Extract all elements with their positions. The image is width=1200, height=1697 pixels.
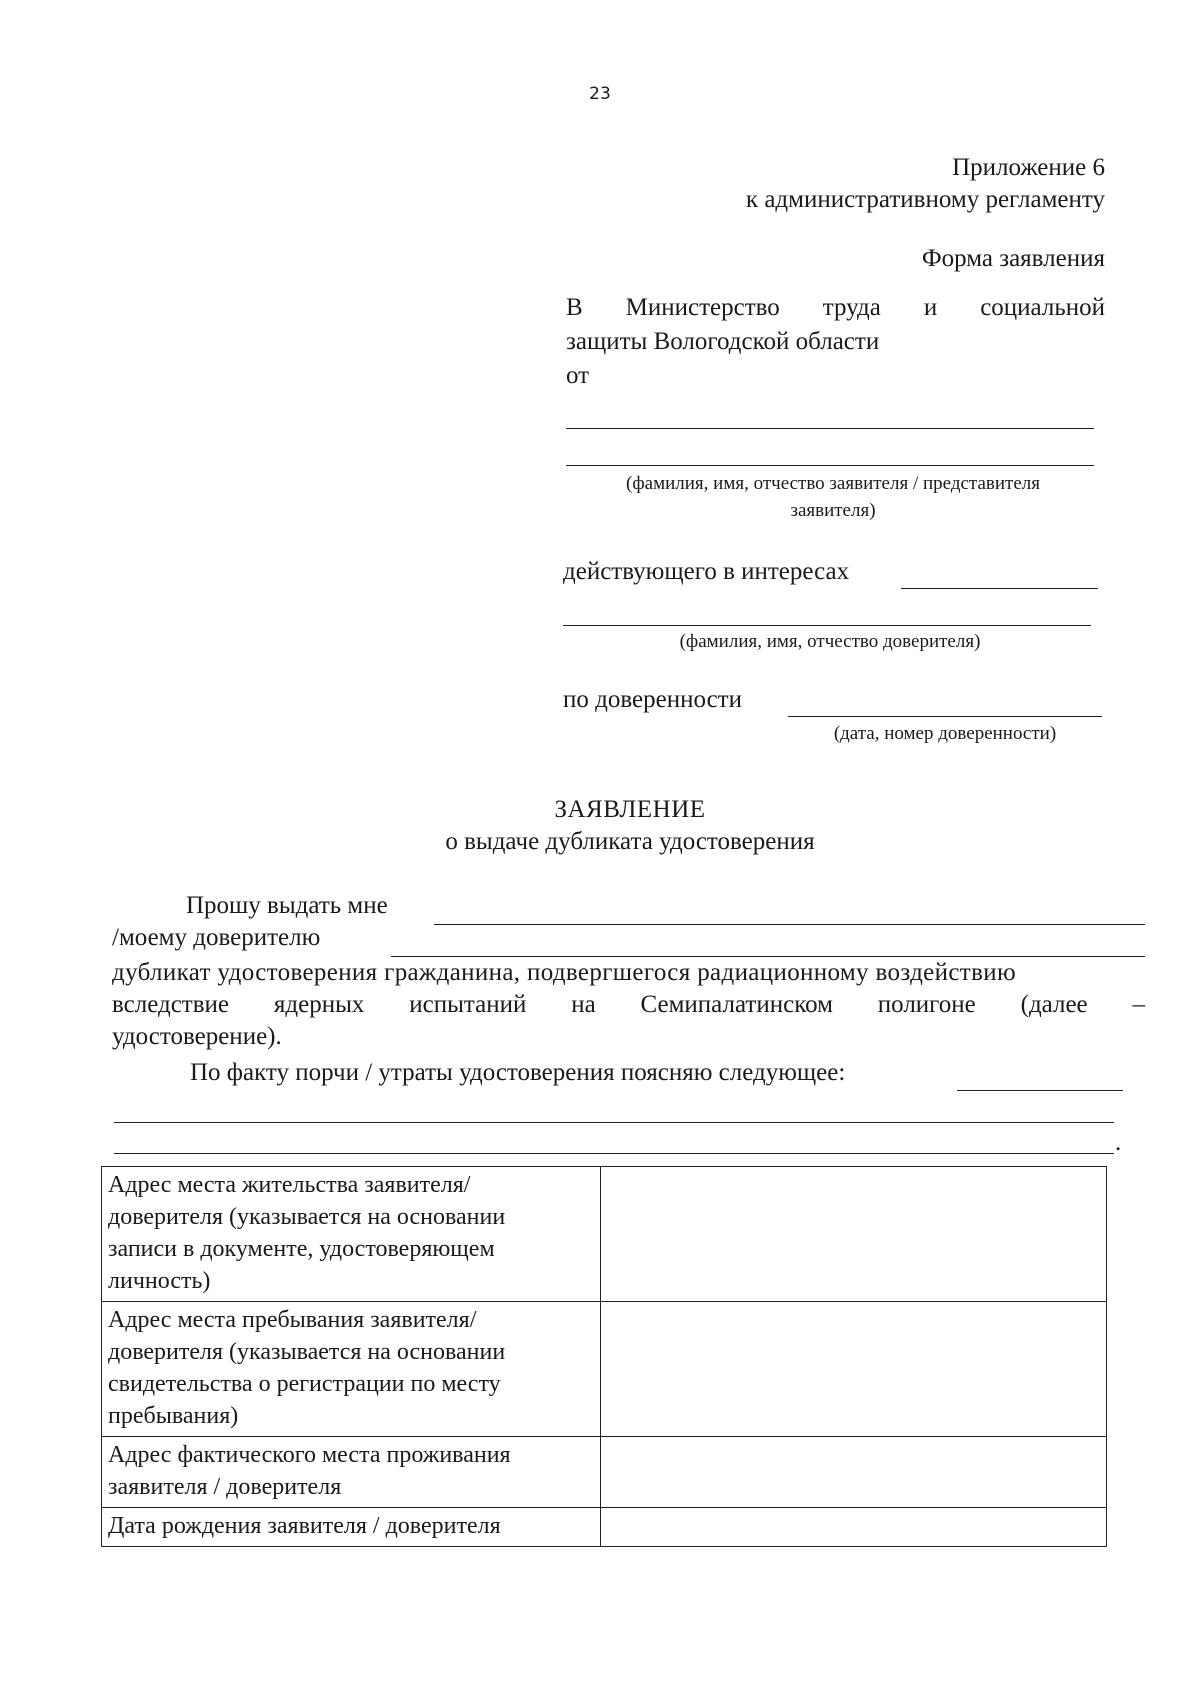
label-line: личность) <box>108 1268 211 1294</box>
addressee-line-2: защиты Вологодской области <box>566 328 880 355</box>
table-row <box>102 1302 1107 1437</box>
request-label: Прошу выдать мне <box>186 892 388 919</box>
birth-date-label <box>102 1508 601 1547</box>
body-word: на <box>571 991 596 1018</box>
page-number: 23 <box>589 84 611 104</box>
label-line: записи в документе, удостоверяющем <box>108 1236 495 1262</box>
table-row <box>102 1167 1107 1302</box>
residence-address-field[interactable] <box>601 1167 1107 1302</box>
actual-address-label <box>102 1437 601 1508</box>
addressee-word: Министерство <box>625 294 780 321</box>
actual-address-field[interactable] <box>601 1437 1107 1508</box>
explanation-label: По факту порчи / утраты удостоверения поясняю следующее: <box>190 1059 846 1086</box>
label-line: заявителя / доверителя <box>108 1474 342 1500</box>
from-label: от <box>566 362 590 389</box>
addressee-word: и <box>923 294 938 321</box>
body-word: – <box>1132 991 1145 1018</box>
body-text: дубликат удостоверения гражданина, подвергшегося радиационному воздействию <box>112 959 1016 986</box>
body-word: полигоне <box>877 991 976 1018</box>
body-line-2 <box>112 991 1145 1019</box>
body-word: вследствие <box>112 991 230 1018</box>
stay-address-field[interactable] <box>601 1302 1107 1437</box>
label-line: Адрес фактического места проживания <box>108 1442 511 1468</box>
birth-date-field[interactable] <box>601 1508 1107 1547</box>
body-line-3: удостоверение). <box>112 1023 282 1050</box>
regulation-label: к административному регламенту <box>745 186 1105 213</box>
label-line: пребывания) <box>108 1403 239 1429</box>
applicant-caption-cont: заявителя) <box>790 500 876 521</box>
poa-line[interactable] <box>788 716 1102 717</box>
body-line-1 <box>112 959 1145 987</box>
poa-caption: (дата, номер доверенности) <box>833 723 1057 744</box>
label-line: Адрес места пребывания заявителя/ <box>108 1307 477 1333</box>
appendix-label: Приложение 6 <box>952 154 1105 181</box>
addressee-word: В <box>566 294 583 321</box>
principal-name-line-body[interactable] <box>391 956 1145 957</box>
principal-name-line[interactable] <box>563 625 1091 626</box>
acting-label: действующего в интересах <box>563 558 850 585</box>
form-title: Форма заявления <box>921 245 1105 272</box>
poa-label: по доверенности <box>563 686 742 713</box>
applicant-name-line[interactable] <box>566 428 1094 429</box>
stay-address-label <box>102 1302 601 1437</box>
label-line: Дата рождения заявителя / доверителя <box>108 1513 501 1539</box>
label-line: доверителя (указывается на основании <box>108 1204 506 1230</box>
body-word: ядерных <box>273 991 365 1018</box>
residence-address-label <box>102 1167 601 1302</box>
document-title: ЗАЯВЛЕНИЕ <box>554 796 706 823</box>
addressee-line-1 <box>566 294 1105 322</box>
explanation-line[interactable] <box>114 1122 1114 1123</box>
body-word: испытаний <box>409 991 527 1018</box>
label-line: Адрес места жительства заявителя/ <box>108 1172 471 1198</box>
principal-label: /моему доверителю <box>112 924 321 951</box>
table-row <box>102 1508 1107 1547</box>
body-word: (далее <box>1020 991 1088 1018</box>
request-name-line[interactable] <box>434 924 1145 925</box>
label-line: свидетельства о регистрации по месту <box>108 1371 501 1397</box>
explanation-line[interactable] <box>957 1090 1123 1091</box>
addressee-word: труда <box>822 294 881 321</box>
explanation-line[interactable] <box>114 1153 1114 1154</box>
applicant-caption: (фамилия, имя, отчество заявителя / представителя <box>626 473 1040 494</box>
label-line: доверителя (указывается на основании <box>108 1339 506 1365</box>
table-row <box>102 1437 1107 1508</box>
addressee-word: социальной <box>980 294 1105 321</box>
applicant-name-line[interactable] <box>566 465 1094 466</box>
document-subtitle: о выдаче дубликата удостоверения <box>445 828 815 855</box>
principal-caption: (фамилия, имя, отчество доверителя) <box>679 631 981 652</box>
explanation-end-mark: . <box>1115 1129 1122 1156</box>
body-word: Семипалатинском <box>640 991 833 1018</box>
address-table <box>101 1166 1107 1547</box>
acting-in-interest-line[interactable] <box>901 588 1098 589</box>
